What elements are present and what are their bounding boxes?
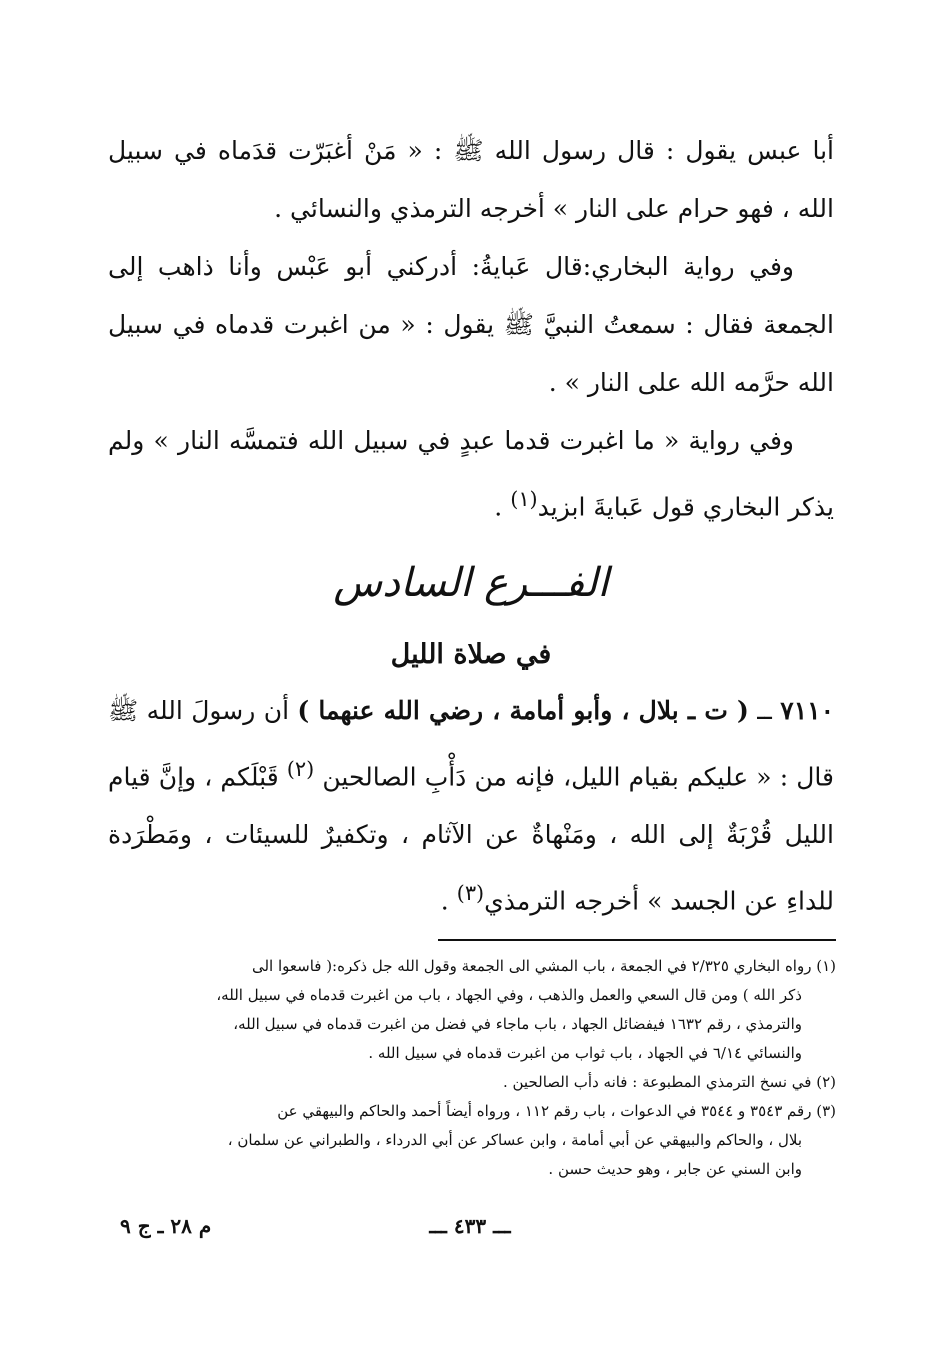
footnote-divider (438, 939, 836, 941)
footnotes (104, 952, 836, 1184)
hadith-end: . (440, 886, 457, 916)
hadith-dash: ــ (748, 696, 781, 725)
p2-line-1: وفي رواية البخاري:قال عَبايةُ: أدركني أبو عَبْس وأنا ذاهب إلى الجمعة (108, 252, 834, 339)
page-number: ـــ ٤٣٣ ـــ (429, 1214, 511, 1238)
page-footer (104, 1214, 836, 1250)
hadith-narrators: ( ت ـ بلال ، وأبو أمامة ، رضي الله عنهما ) (297, 696, 749, 725)
paragraph-2 (108, 238, 834, 412)
p2-line-3: على النار » . (548, 368, 682, 397)
fn1-line-3: والترمذي ، رقم ١٦٣٢ فيفضائل الجهاد ، باب ماجاء في فضل من اغبرت قدماه في سبيل الله، (233, 1015, 802, 1033)
hadith-intro: أن رسولَ الله ﷺ قال : « عليكم بقيام الليل، فإنه من دَأْبِ الصالحين (108, 696, 834, 792)
hadith-text: قَبْلَكم ، وإنَّ قيام الليل قُرْبَةٌ إلى الله ، ومَنْهاةٌ عن الآثام ، وتكفيرٌ للسيئات ، ومَطْرَدة للداءِ عن الجسد » أخرجه الترمذي (108, 762, 834, 916)
section-subtitle: في صلاة الليل (390, 639, 552, 670)
fn3-line-2: بلال ، والحاكم والبيهقي عن أبي أمامة ، وابن عساكر عن أبي الدرداء ، والطبراني عن سلمان ، (227, 1131, 802, 1149)
fn1-line-4: والنسائي ٦/١٤ في الجهاد ، باب ثواب من اغبرت قدماه في سبيل الله . (368, 1044, 802, 1062)
section-title: الفـــرع السادس (333, 560, 609, 606)
footnote-ref-3: (٣) (456, 881, 485, 906)
fn2-line-1: (٢) في نسخ الترمذي المطبوعة : فانه دأب الصالحين . (502, 1073, 836, 1091)
p1-line-2: فهو حرام على النار » أخرجه الترمذي والنسائي . (274, 194, 774, 223)
p3-line-2: البخاري قول عَبايةَ ابزيد (537, 492, 781, 522)
main-text-block (108, 122, 834, 536)
p2-line-2: فقال : سمعتُ النبيَّ ﷺ يقول : « من اغبرت قدماه في سبيل الله حرَّمه الله (108, 310, 834, 397)
hadith-number: ٧١١٠ (780, 696, 834, 725)
footnote-ref-2: (٢) (286, 757, 315, 781)
signature-mark: م ٢٨ ـ ج ٩ (120, 1214, 212, 1238)
paragraph-3 (108, 412, 834, 536)
footnote-2 (104, 1068, 836, 1097)
fn1-line-1: (١) رواه البخاري ٢/٣٢٥ في الجمعة ، باب المشي الى الجمعة وقول الله جل ذكره:( فاسعوا الى (251, 957, 836, 975)
fn3-line-3: وابن السني عن جابر ، وهو حديث حسن . (548, 1160, 802, 1178)
footnote-ref-1: (١) (510, 487, 538, 511)
footnote-3 (104, 1097, 836, 1184)
fn3-line-1: (٣) رقم ٣٥٤٣ و ٣٥٤٤ في الدعوات ، باب رقم ١١٢ ، ورواه أيضاً أحمد والحاكم والبيهقي عن (277, 1102, 836, 1120)
p3-end: . (494, 492, 511, 522)
p3-line-1: وفي رواية « ما اغبرت قدما عبدٍ في سبيل الله فتمسَّه النار » ولم يذكر (108, 426, 834, 522)
hadith-paragraph (108, 682, 834, 931)
fn1-line-2: ذكر الله ) ومن قال السعي والعمل والذهب ، وفي الجهاد ، باب من اغبرت قدماه في سبيل الله، (216, 986, 802, 1004)
p1-line-1: أبا عبس يقول : قال رسول الله ﷺ : « مَنْ أغبَرّت قدَماه في سبيل الله ، (108, 136, 834, 223)
paragraph-1 (108, 122, 834, 238)
footnote-1 (104, 952, 836, 1068)
hadith-block (108, 682, 834, 931)
